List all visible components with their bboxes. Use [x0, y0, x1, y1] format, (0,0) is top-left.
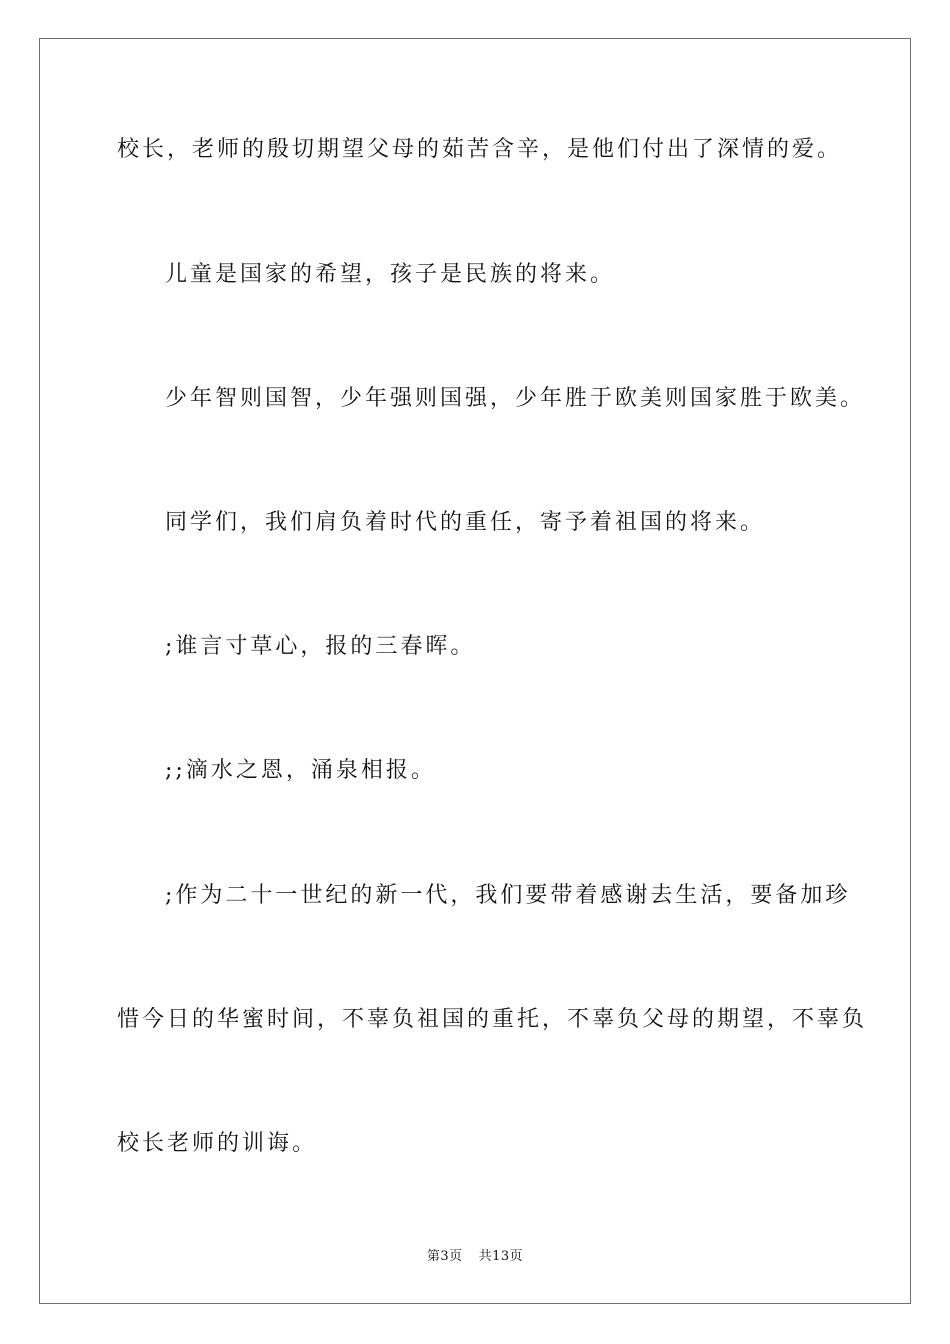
page-footer	[0, 1248, 950, 1266]
page-number: 第3页	[426, 1249, 463, 1264]
paragraph-line: 同学们，我们肩负着时代的重任，寄予着祖国的将来。	[165, 510, 766, 535]
page-total: 共13页	[478, 1249, 524, 1264]
paragraph-line: 儿童是国家的希望，孩子是民族的将来。	[165, 262, 616, 287]
paragraph-line: ;;滴水之恩，涌泉相报。	[165, 758, 436, 783]
paragraph-line: 惜今日的华蜜时间，不辜负祖国的重托，不辜负父母的期望，不辜负	[117, 1007, 868, 1032]
paragraph-line: 校长，老师的殷切期望父母的茹苦含辛，是他们付出了深情的爱。	[117, 137, 843, 162]
paragraph-line: 少年智则国智，少年强则国强，少年胜于欧美则国家胜于欧美。	[165, 386, 866, 411]
page-frame	[39, 38, 911, 1304]
paragraph-line: 校长老师的训诲。	[117, 1131, 318, 1156]
paragraph-line: ;谁言寸草心，报的三春晖。	[165, 634, 476, 659]
paragraph-line: ;作为二十一世纪的新一代，我们要带着感谢去生活，要备加珍	[165, 883, 851, 908]
